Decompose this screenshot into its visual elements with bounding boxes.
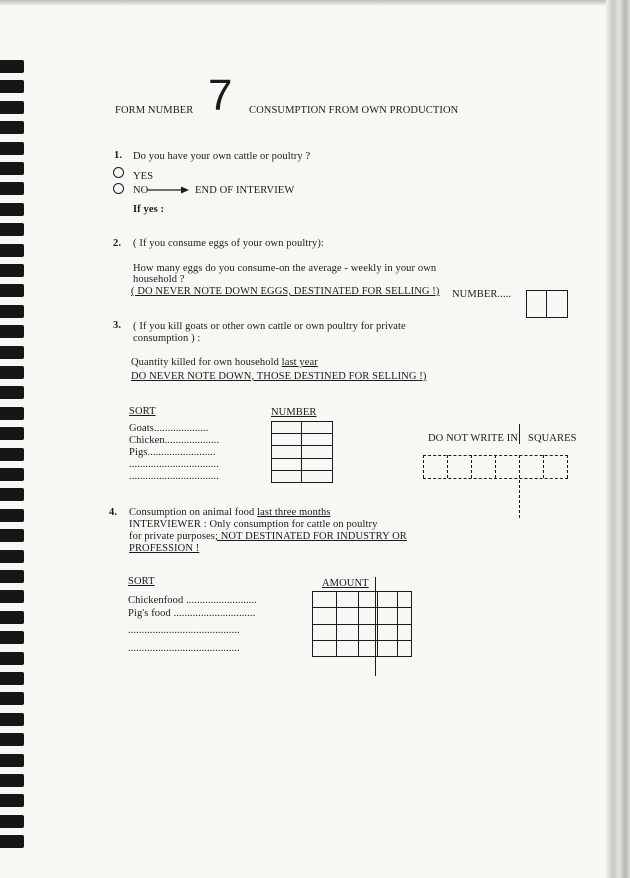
binding-hole <box>0 284 24 297</box>
binding-hole <box>0 733 24 746</box>
q1-if-yes: If yes : <box>133 204 165 215</box>
q2-number: 2. <box>113 238 122 249</box>
q4-row-blank-2: ......................................... <box>128 643 240 654</box>
q4-number: 4. <box>109 507 118 518</box>
office-box-line <box>543 455 544 478</box>
binding-hole <box>0 223 24 236</box>
q1-number: 1. <box>114 150 123 161</box>
office-box-line <box>471 455 472 478</box>
q4-line3-underlined: ; NOT DESTINATED FOR INDUSTRY OR <box>214 531 407 542</box>
binding-hole <box>0 101 24 114</box>
q3-quantity-text: Quantity killed for own household <box>131 357 282 368</box>
q3-last-year: last year <box>281 357 318 368</box>
q1-yes-radio[interactable] <box>113 167 124 178</box>
binding-hole <box>0 815 24 828</box>
q3-quantity-line <box>131 356 318 369</box>
binding-hole <box>0 468 24 481</box>
q3-row-chicken: Chicken.................... <box>129 435 220 446</box>
q3-row-blank-2: ................................. <box>129 471 219 482</box>
spiral-binding <box>0 60 28 860</box>
q4-line4: PROFESSION ! <box>129 543 200 554</box>
binding-hole <box>0 305 24 318</box>
q3-row-blank-1: ................................. <box>129 459 219 470</box>
binding-hole <box>0 142 24 155</box>
binding-hole <box>0 427 24 440</box>
office-box-line <box>423 455 424 478</box>
binding-hole <box>0 794 24 807</box>
binding-hole <box>0 386 24 399</box>
q1-no-label: NO <box>133 185 149 196</box>
q3-question-line1: ( If you kill goats or other own cattle or own poultry for private <box>133 321 406 332</box>
office-box-line <box>567 455 568 478</box>
q3-col-sort: SORT <box>129 406 156 417</box>
q2-text-line2: household ? <box>133 274 185 285</box>
q3-row-goats: Goats.................... <box>129 423 209 434</box>
q4-amount-grid[interactable] <box>312 591 412 657</box>
q2-question: ( If you consume eggs of your own poultry): <box>133 238 324 249</box>
binding-hole <box>0 407 24 420</box>
binding-hole <box>0 692 24 705</box>
binding-hole <box>0 244 24 257</box>
binding-hole <box>0 774 24 787</box>
q2-text-line1: How many eggs do you consume-on the average - weekly in your own <box>133 263 437 274</box>
binding-hole <box>0 652 24 665</box>
binding-hole <box>0 550 24 563</box>
q4-col-sort: SORT <box>128 576 155 587</box>
office-label-left: DO NOT WRITE IN <box>428 433 519 444</box>
q4-col-amount: AMOUNT <box>322 578 369 589</box>
office-box-bottom <box>423 478 568 479</box>
binding-hole <box>0 182 24 195</box>
form-title: CONSUMPTION FROM OWN PRODUCTION <box>249 105 459 116</box>
binding-hole <box>0 346 24 359</box>
q4-row-chickenfood: Chickenfood .......................... <box>128 595 257 606</box>
office-box-line <box>495 455 496 478</box>
binding-hole <box>0 448 24 461</box>
q4-line3-text: for private purposes <box>129 531 215 542</box>
arrow-right-icon <box>147 186 189 194</box>
binding-hole <box>0 60 24 73</box>
q3-note: DO NEVER NOTE DOWN, THOSE DESTINED FOR SELLING !) <box>131 371 427 382</box>
binding-hole <box>0 488 24 501</box>
q3-row-pigs: Pigs......................... <box>129 447 216 458</box>
binding-hole <box>0 529 24 542</box>
binding-hole <box>0 509 24 522</box>
binding-hole <box>0 325 24 338</box>
office-box-line <box>447 455 448 478</box>
office-divider-top <box>519 424 520 444</box>
q2-box-divider <box>546 290 547 318</box>
binding-hole <box>0 590 24 603</box>
q1-yes-label: YES <box>133 171 154 182</box>
q4-line1-text: Consumption on animal food <box>129 507 258 518</box>
q3-col-number: NUMBER <box>271 407 317 418</box>
office-label-right: SQUARES <box>528 433 577 444</box>
binding-hole <box>0 754 24 767</box>
q4-line2: INTERVIEWER : Only consumption for cattle on poultry <box>129 519 378 530</box>
q1-end-interview: END OF INTERVIEW <box>195 185 295 196</box>
form-number-label: FORM NUMBER <box>115 105 194 116</box>
q3-question-line2: consumption ) : <box>133 333 201 344</box>
q3-number: 3. <box>113 320 122 331</box>
binding-hole <box>0 162 24 175</box>
q2-eggs-answer-boxes[interactable] <box>526 290 568 318</box>
binding-hole <box>0 835 24 848</box>
binding-hole <box>0 713 24 726</box>
binding-hole <box>0 366 24 379</box>
q2-note: ( DO NEVER NOTE DOWN EGGS, DESTINATED FOR SELLING !) <box>131 286 440 297</box>
binding-hole <box>0 121 24 134</box>
binding-hole <box>0 570 24 583</box>
q3-number-grid[interactable] <box>271 421 333 483</box>
page-stack-edge <box>606 0 630 878</box>
page-top-edge <box>0 0 630 6</box>
binding-hole <box>0 672 24 685</box>
office-box-line-long <box>519 455 520 518</box>
binding-hole <box>0 611 24 624</box>
q1-question: Do you have your own cattle or poultry ? <box>133 151 311 162</box>
binding-hole <box>0 264 24 277</box>
q4-row-blank-1: ......................................... <box>128 625 240 636</box>
q4-last-three-months: last three months <box>257 507 331 518</box>
binding-hole <box>0 631 24 644</box>
form-number: 7 <box>208 71 233 120</box>
binding-hole <box>0 203 24 216</box>
q1-no-radio[interactable] <box>113 183 124 194</box>
q4-grid-divider <box>375 577 376 676</box>
q4-row-pigs-food: Pig's food .............................. <box>128 608 256 619</box>
binding-hole <box>0 80 24 93</box>
q2-number-label: NUMBER..... <box>452 289 512 300</box>
